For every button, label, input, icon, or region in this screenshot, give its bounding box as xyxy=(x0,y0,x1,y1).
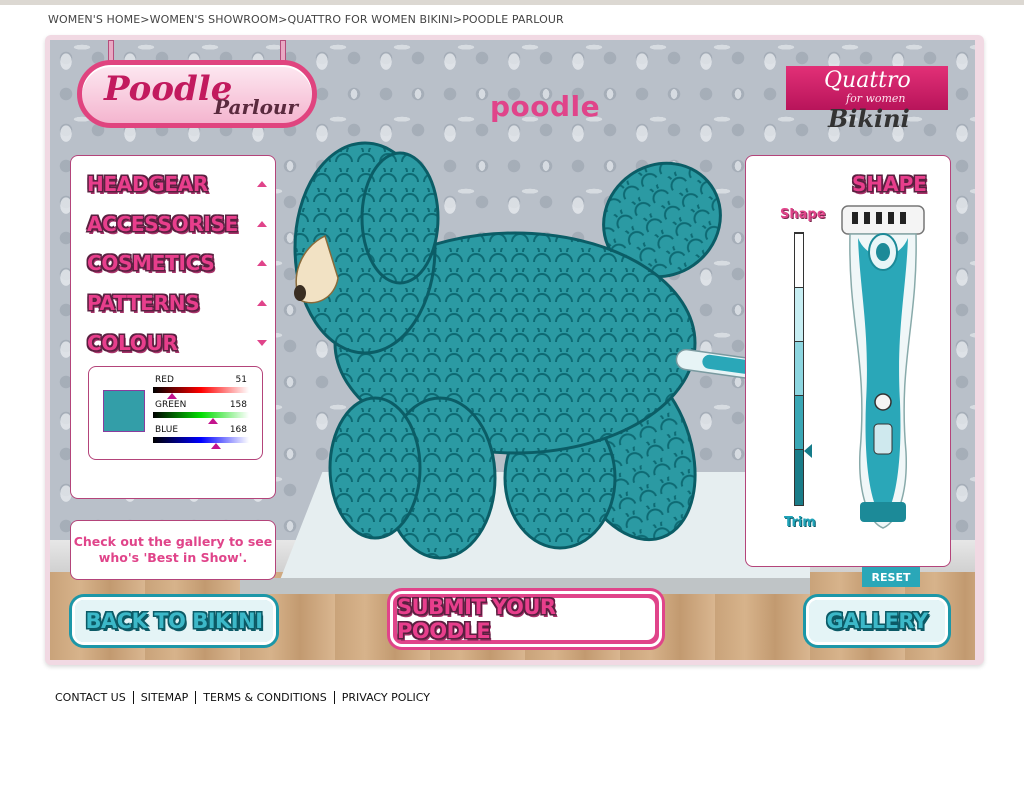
blue-slider-label: BLUE xyxy=(155,425,179,435)
scale-segment xyxy=(795,395,803,449)
green-slider-value: 158 xyxy=(229,400,247,410)
back-to-bikini-label: BACK TO BIKINI xyxy=(85,609,263,633)
poodle-parlour-logo xyxy=(77,60,317,128)
footer-terms[interactable]: TERMS & CONDITIONS xyxy=(195,691,333,704)
shape-panel-title: SHAPE xyxy=(852,172,927,196)
reset-button[interactable]: RESET xyxy=(862,567,920,587)
gallery-label: GALLERY xyxy=(826,609,928,633)
menu-cosmetics[interactable] xyxy=(87,248,267,278)
submit-poodle-button[interactable] xyxy=(390,591,662,647)
top-bar xyxy=(0,0,1024,5)
green-slider-thumb[interactable] xyxy=(208,418,218,424)
gallery-note: Check out the gallery to see who's 'Best in Show'. xyxy=(70,520,276,580)
poodle-illustration[interactable] xyxy=(290,128,730,560)
footer-contact-us[interactable]: CONTACT US xyxy=(55,691,126,704)
breadcrumb-quattro-bikini[interactable]: QUATTRO FOR WOMEN BIKINI xyxy=(287,13,453,26)
chevron-up-icon xyxy=(257,181,267,187)
menu-accessorise-label: ACCESSORISE xyxy=(87,212,239,236)
menu-accessorise[interactable] xyxy=(87,209,267,239)
gallery-button[interactable] xyxy=(806,597,948,645)
colour-swatch xyxy=(103,390,145,432)
breadcrumb-separator: > xyxy=(140,13,150,26)
breadcrumb-womens-showroom[interactable]: WOMEN'S SHOWROOM xyxy=(149,13,279,26)
back-to-bikini-face xyxy=(75,600,273,642)
chevron-up-icon xyxy=(257,260,267,266)
footer-sitemap[interactable]: SITEMAP xyxy=(133,691,196,704)
logo-line2: Parlour xyxy=(214,95,299,119)
chevron-up-icon xyxy=(257,221,267,227)
blue-slider[interactable] xyxy=(153,426,249,448)
scale-pointer-icon[interactable] xyxy=(804,444,812,458)
red-slider[interactable] xyxy=(153,376,249,398)
red-slider-thumb[interactable] xyxy=(167,393,177,399)
menu-colour-label: COLOUR xyxy=(87,331,178,355)
red-slider-label: RED xyxy=(155,375,174,385)
blue-slider-value: 168 xyxy=(229,425,247,435)
breadcrumb xyxy=(48,13,564,26)
shape-scale-bottom-label: Trim xyxy=(784,515,816,530)
poodle-body xyxy=(295,141,730,558)
blue-slider-track[interactable] xyxy=(153,437,249,443)
logo-hanger xyxy=(108,40,114,62)
menu-cosmetics-label: COSMETICS xyxy=(87,251,215,275)
submit-poodle-face xyxy=(397,595,655,643)
footer-links xyxy=(48,691,437,704)
menu-patterns[interactable] xyxy=(87,288,267,318)
chevron-down-icon xyxy=(257,340,267,346)
back-to-bikini-button[interactable] xyxy=(72,597,276,645)
menu-headgear-label: HEADGEAR xyxy=(87,172,209,196)
breadcrumb-poodle-parlour: POODLE PARLOUR xyxy=(462,13,564,26)
scale-segment xyxy=(795,287,803,341)
red-slider-value: 51 xyxy=(235,375,247,385)
colour-picker xyxy=(88,366,263,460)
green-slider-label: GREEN xyxy=(155,400,187,410)
submit-poodle-label: SUBMIT YOUR POODLE xyxy=(397,595,556,643)
green-slider-track[interactable] xyxy=(153,412,249,418)
menu-headgear[interactable] xyxy=(87,169,267,199)
shape-panel xyxy=(745,155,951,567)
scale-segment xyxy=(795,449,803,505)
scale-segment xyxy=(795,341,803,395)
breadcrumb-womens-home[interactable]: WOMEN'S HOME xyxy=(48,13,141,26)
breadcrumb-separator: > xyxy=(452,13,463,26)
menu-colour[interactable] xyxy=(87,328,267,358)
shape-scale-top-label: Shape xyxy=(780,207,826,222)
brand-line2: for women xyxy=(846,92,906,105)
blue-slider-thumb[interactable] xyxy=(211,443,221,449)
shaver-icon xyxy=(838,202,928,532)
menu-patterns-label: PATTERNS xyxy=(87,291,200,315)
chevron-up-icon xyxy=(257,300,267,306)
shape-trim-scale[interactable] xyxy=(794,232,804,506)
scale-segment xyxy=(795,233,803,287)
footer-privacy[interactable]: PRIVACY POLICY xyxy=(334,691,437,704)
brand-line1: Quattro xyxy=(824,68,911,93)
green-slider[interactable] xyxy=(153,401,249,423)
logo-hanger xyxy=(280,40,286,62)
breadcrumb-separator: > xyxy=(278,13,288,26)
brand-bikini: Bikini xyxy=(828,104,910,133)
logo-line1: Poodle xyxy=(104,69,233,109)
gallery-face xyxy=(809,600,945,642)
page-title: poodle xyxy=(490,90,601,123)
